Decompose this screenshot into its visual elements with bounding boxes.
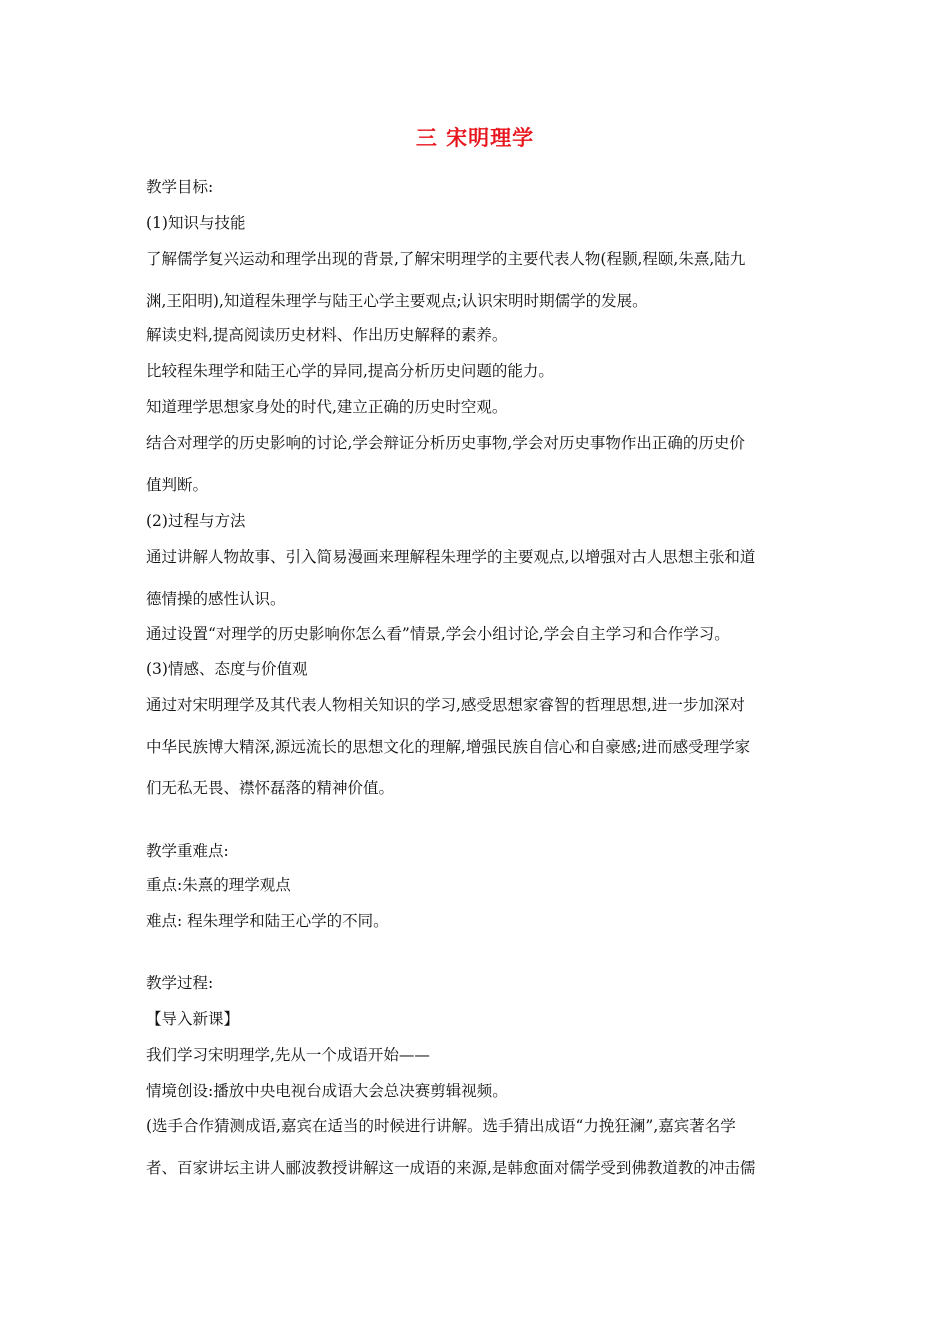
key-point-line: 重点:朱熹的理学观点 bbox=[146, 876, 291, 894]
paragraph-line: 情境创设:播放中央电视台成语大会总决赛剪辑视频。 bbox=[146, 1082, 508, 1100]
paragraph-line: 解读史料,提高阅读历史材料、作出历史解释的素养。 bbox=[146, 326, 508, 344]
section-intro-heading: 【导入新课】 bbox=[146, 1010, 240, 1028]
paragraph-line: 通过设置“对理学的历史影响你怎么看”情景,学会小组讨论,学会自主学习和合作学习。 bbox=[146, 625, 730, 643]
paragraph-line: (选手合作猜测成语,嘉宾在适当的时候进行讲解。选手猜出成语“力挽狂澜”,嘉宾著名学 bbox=[146, 1117, 736, 1135]
subheading-process: (2)过程与方法 bbox=[146, 512, 246, 530]
paragraph-line: 渊,王阳明),知道程朱理学与陆王心学主要观点;认识宋明时期儒学的发展。 bbox=[146, 292, 648, 310]
difficult-point-line: 难点: 程朱理学和陆王心学的不同。 bbox=[146, 912, 389, 930]
paragraph-line: 知道理学思想家身处的时代,建立正确的历史时空观。 bbox=[146, 398, 508, 416]
paragraph-line: 德情操的感性认识。 bbox=[146, 590, 286, 608]
paragraph-line: 通过对宋明理学及其代表人物相关知识的学习,感受思想家睿智的哲理思想,进一步加深对 bbox=[146, 696, 745, 714]
paragraph-line: 结合对理学的历史影响的讨论,学会辩证分析历史事物,学会对历史事物作出正确的历史价 bbox=[146, 434, 745, 452]
paragraph-line: 值判断。 bbox=[146, 476, 209, 494]
paragraph-line: 者、百家讲坛主讲人郦波教授讲解这一成语的来源,是韩愈面对儒学受到佛教道教的冲击儒 bbox=[146, 1159, 756, 1177]
heading-key-points: 教学重难点: bbox=[146, 842, 229, 860]
subheading-knowledge: (1)知识与技能 bbox=[146, 214, 246, 232]
paragraph-line: 中华民族博大精深,源远流长的思想文化的理解,增强民族自信心和自豪感;进而感受理学家 bbox=[146, 738, 751, 756]
page-title: 三 宋明理学 bbox=[415, 126, 535, 150]
heading-objectives: 教学目标: bbox=[146, 178, 214, 196]
subheading-values: (3)情感、态度与价值观 bbox=[146, 660, 308, 678]
paragraph-line: 了解儒学复兴运动和理学出现的背景,了解宋明理学的主要代表人物(程颢,程颐,朱熹,陆九 bbox=[146, 250, 746, 268]
paragraph-line: 比较程朱理学和陆王心学的异同,提高分析历史问题的能力。 bbox=[146, 362, 554, 380]
paragraph-line: 我们学习宋明理学,先从一个成语开始—— bbox=[146, 1046, 430, 1064]
paragraph-line: 们无私无畏、襟怀磊落的精神价值。 bbox=[146, 779, 395, 797]
heading-process: 教学过程: bbox=[146, 974, 214, 992]
paragraph-line: 通过讲解人物故事、引入简易漫画来理解程朱理学的主要观点,以增强对古人思想主张和道 bbox=[146, 548, 756, 566]
